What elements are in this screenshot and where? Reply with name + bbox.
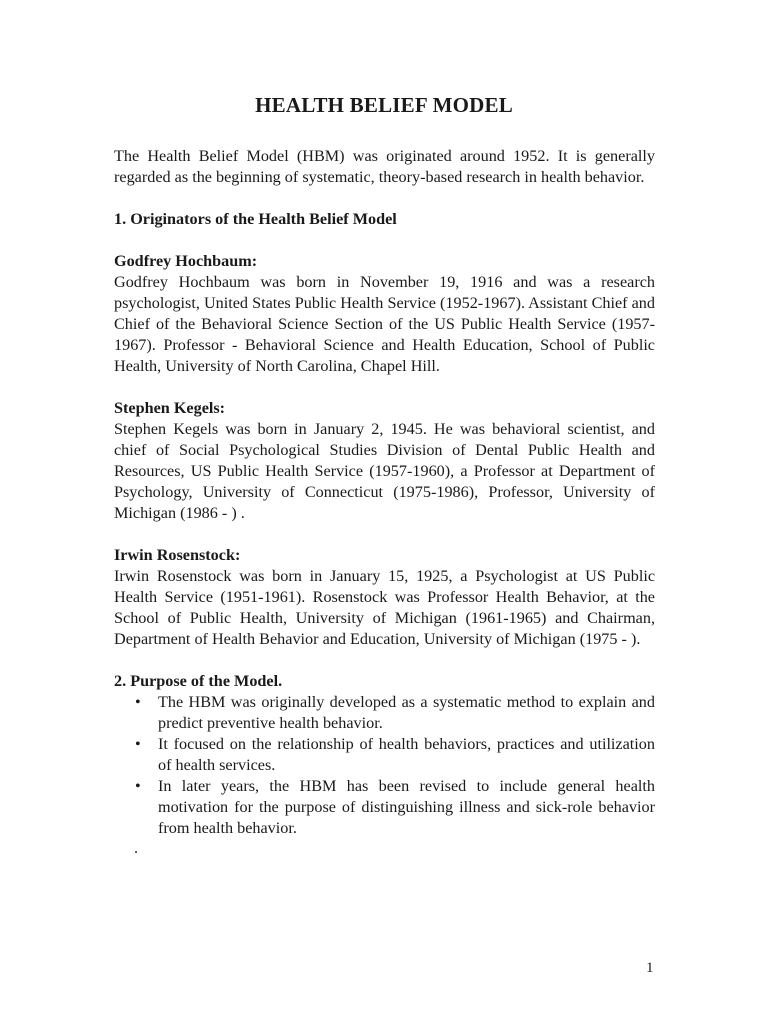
bullet-text: In later years, the HBM has been revised to include general health motivation for the purpose of distinguishing illness and sick-role behavior from health behavior.: [158, 777, 655, 837]
person-name-hochbaum: Godfrey Hochbaum:: [114, 252, 258, 270]
list-item: [114, 776, 655, 839]
purpose-bullet-list: [114, 692, 655, 839]
bullet-icon: •: [135, 735, 141, 753]
document-body: [114, 146, 655, 857]
bullet-text: The HBM was originally developed as a systematic method to explain and predict preventive health behavior.: [158, 693, 655, 732]
intro-paragraph: The Health Belief Model (HBM) was originated around 1952. It is generally regarded as the beginning of systematic, theory-based research in health behavior.: [114, 147, 655, 186]
trailing-period: .: [134, 839, 139, 857]
bullet-text: It focused on the relationship of health behaviors, practices and utilization of health services.: [158, 735, 655, 774]
bullet-icon: •: [135, 777, 141, 795]
list-item: [114, 734, 655, 776]
person-name-kegels: Stephen Kegels:: [114, 399, 226, 417]
section-heading-originators: 1. Originators of the Health Belief Model: [114, 210, 397, 228]
bullet-icon: •: [135, 693, 141, 711]
document-title: HEALTH BELIEF MODEL: [255, 93, 513, 117]
list-item: [114, 692, 655, 734]
person-bio-kegels: Stephen Kegels was born in January 2, 1945. He was behavioral scientist, and chief of Social Psychological Studies Division of Dental Public Health and Resources, US Public Health Service (1957-1960), a Professor at Department of Psychology, University of Connecticut (1975-1986), Professor, University of Michigan (1986 - ) .: [114, 420, 655, 522]
person-bio-hochbaum: Godfrey Hochbaum was born in November 19, 1916 and was a research psychologist, United States Public Health Service (1952-1967). Assistant Chief and Chief of the Behavioral Science Section of the US Public Health Service (1957-1967). Professor - Behavioral Science and Health Education, School of Public Health, University of North Carolina, Chapel Hill.: [114, 273, 655, 375]
person-bio-rosenstock: Irwin Rosenstock was born in January 15, 1925, a Psychologist at US Public Health Service (1951-1961). Rosenstock was Professor Health Behavior, at the School of Public Health, University of Michigan (1961-1965) and Chairman, Department of Health Behavior and Education, University of Michigan (1975 - ).: [114, 567, 655, 648]
person-name-rosenstock: Irwin Rosenstock:: [114, 546, 241, 564]
section-heading-purpose: 2. Purpose of the Model.: [114, 672, 283, 690]
page-number: 1: [646, 960, 654, 976]
